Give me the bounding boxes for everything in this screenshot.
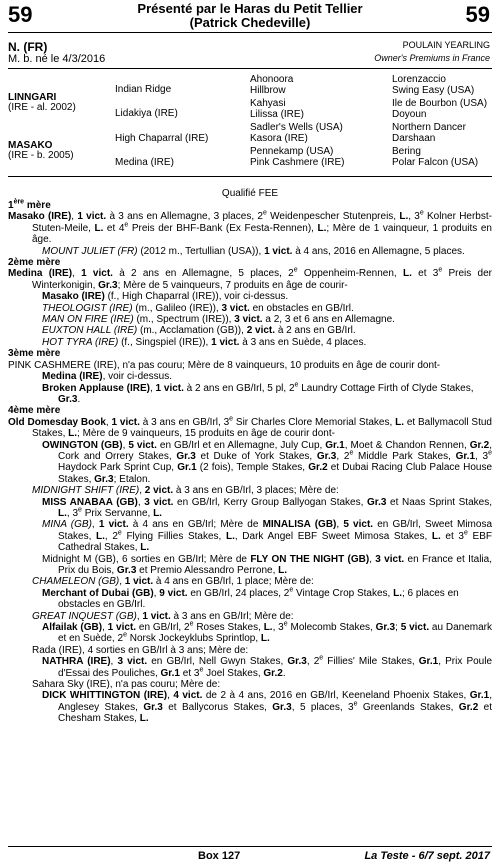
- fourth-dam-produce-6a: DICK WHITTINGTON (IRE), 4 vict. de 2 à 4 ans, 2016 en GB/Irl, Keeneland Phoenix Stakes, Gr.1, Anglesey Stakes, Gr.3 et Ballycorus Stakes, Gr.3, 5 places, 3e Greenlands Stakes, Gr.2 et Chesham Stakes, L.: [42, 690, 493, 725]
- second-dam-produce-2: THEOLOGIST (IRE) (m., Galileo (IRE)), 3 vict. en obstacles en GB/Irl.: [42, 302, 354, 314]
- pedigree-gen3b-3: Ile de Bourbon (USA): [392, 98, 488, 109]
- pedigree-dam: MASAKO: [8, 140, 53, 151]
- horse-category: POULAIN YEARLING: [402, 40, 490, 50]
- pedigree-gen2-2: Lidakiya (IRE): [115, 108, 178, 119]
- first-dam-produce-1: MOUNT JULIET (FR) (2012 m., Tertullian (USA)), 1 vict. à 4 ans, 2016 en Allemagne, 5 places.: [42, 245, 465, 257]
- section-first-dam: 1ère mère: [8, 198, 51, 211]
- fourth-dam-produce-2b: MINA (GB), 1 vict. à 4 ans en GB/Irl; Mère de MINALISA (GB), 5 vict. en GB/Irl, Sweet Mimosa Stakes, L., 2e Flying Fillies Stakes, L., Dark Angel EBF Sweet Mimosa Stakes, L. et 3e EBF Cathedral Stakes, L.: [42, 519, 493, 554]
- third-dam-produce-1: Medina (IRE), voir ci-dessus.: [42, 371, 173, 383]
- lot-number-left: 59: [8, 2, 33, 27]
- horse-info: M. b. né le 4/3/2016: [8, 53, 106, 65]
- pedigree-gen3b-6: Darshaan: [392, 133, 436, 144]
- pedigree-gen3a-8: Pink Cashmere (IRE): [250, 157, 345, 168]
- pedigree-top-rule: [8, 68, 492, 69]
- consignor-header: [0, 2, 500, 30]
- fourth-dam-record: Old Domesday Book, 1 vict. à 3 ans en GB/Irl, 3e Sir Charles Clore Memorial Stakes, L. et Ballymacoll Stud Stakes, L.; Mère de 9 vainqueurs, 15 produits en âge de courir dont-: [8, 415, 492, 440]
- pedigree-gen2-1: Indian Ridge: [115, 84, 172, 95]
- pedigree-gen3a-5: Sadler's Wells (USA): [250, 122, 343, 133]
- fourth-dam-produce-2: MIDNIGHT SHIFT (IRE), 2 vict. à 3 ans en GB/Irl, 3 places; Mère de:: [32, 485, 339, 497]
- first-dam-record: Masako (IRE), 1 vict. à 3 ans en Allemagne, 3 places, 2e Weidenpescher Stutenpreis, L., 3e Kolner Herbst-Stuten-Meile, L. et 4e Preis der BHF-Bank (Ex Festa-Rennen), L.; Mère de 1 vainqueur, 1 produits en âge.: [8, 210, 492, 246]
- pedigree-gen3b-7: Bering: [392, 146, 421, 157]
- consignor-line1: Présenté par le Haras du Petit Tellier: [137, 1, 363, 16]
- consignor-line2: (Patrick Chedeville): [189, 15, 311, 30]
- lot-number-right: 59: [465, 2, 490, 27]
- third-dam-record: PINK CASHMERE (IRE), n'a pas couru; Mère de 8 vainqueurs, 10 produits en âge de courir dont-: [8, 359, 441, 371]
- pedigree-sire-info: (IRE - al. 2002): [8, 102, 76, 113]
- second-dam-record: Medina (IRE), 1 vict. à 2 ans en Allemagne, 5 places, 2e Oppenheim-Rennen, L. et 3e Preis der Winterkonigin, Gr.3; Mère de 5 vainqueurs, 7 produits en âge de courir-: [8, 267, 492, 291]
- fourth-dam-produce-1: OWINGTON (GB), 5 vict. en GB/Irl et en Allemagne, July Cup, Gr.1, Moet & Chandon Rennen, Gr.2, Cork and Orrery Stakes, Gr.3 et Duke of York Stakes, Gr.3, 2e Middle Park Stakes, Gr.1, 3e Haydock Park Sprint Cup, Gr.1 (2 fois), Temple Stakes, Gr.2 et Dubai Racing Club Palace House Stakes, Gr.3; Etalon.: [42, 439, 493, 485]
- box-number: Box 127: [198, 850, 241, 862]
- qualification-note: Qualifié FEE: [221, 188, 279, 199]
- fourth-dam-produce-4a: Alfailak (GB), 1 vict. en GB/Irl, 2e Roses Stakes, L., 3e Molecomb Stakes, Gr.3; 5 vict. au Danemark et en Suède, 2e Norsk Jockeyklubs Sprintlop, L.: [42, 620, 493, 645]
- fourth-dam-produce-3: CHAMELEON (GB), 1 vict. à 4 ans en GB/Irl, 1 place; Mère de:: [32, 576, 314, 588]
- header-rule: [8, 32, 492, 33]
- footer-rule: [8, 846, 492, 847]
- second-dam-produce-3: MAN ON FIRE (IRE) (m., Spectrum (IRE)), 3 vict. a 2, 3 et 6 ans en Allemagne.: [42, 314, 395, 326]
- pedigree-gen3a-2: Hillbrow: [250, 85, 286, 96]
- pedigree-gen3b-8: Polar Falcon (USA): [392, 157, 479, 168]
- owner-premium: Owner's Premiums in France: [374, 53, 490, 63]
- pedigree-dam-info: (IRE - b. 2005): [8, 150, 74, 161]
- pedigree-gen2-3: High Chaparral (IRE): [115, 133, 209, 144]
- family-notes: [8, 200, 492, 725]
- third-dam-produce-2: Broken Applause (IRE), 1 vict. à 2 ans en GB/Irl, 5 pl, 2e Laundry Cottage Firth of Clyde Stakes, Gr.3.: [42, 381, 474, 405]
- horse-name: N. (FR): [8, 40, 48, 54]
- pedigree-sire: LINNGARI: [8, 92, 57, 103]
- section-third-dam: 3ème mère: [8, 348, 61, 360]
- pedigree-gen3a-6: Kasora (IRE): [250, 133, 308, 144]
- fourth-dam-produce-5: Rada (IRE), 4 sorties en GB/Irl à 3 ans; Mère de:: [32, 644, 249, 656]
- fourth-dam-produce-2c: Midnight M (GB), 6 sorties en GB/Irl; Mère de FLY ON THE NIGHT (GB), 3 vict. en France et Italia, Prix du Bois, Gr.3 et Premio Alessandro Perrone, L.: [42, 553, 492, 576]
- fourth-dam-produce-4: GREAT INQUEST (GB), 1 vict. à 3 ans en GB/Irl; Mère de:: [32, 610, 294, 622]
- fourth-dam-produce-2a: MISS ANABAA (GB), 3 vict. en GB/Irl, Kerry Group Ballyogan Stakes, Gr.3 et Naas Sprint Stakes, L., 3e Prix Servanne, L.: [42, 496, 492, 519]
- pedigree-gen3b-2: Swing Easy (USA): [392, 85, 475, 96]
- pedigree-gen3a-4: Lilissa (IRE): [250, 109, 304, 120]
- fourth-dam-produce-6: Sahara Sky (IRE), n'a pas couru; Mère de:: [32, 679, 221, 691]
- second-dam-produce-1: Masako (IRE) (f., High Chaparral (IRE)), voir ci-dessus.: [42, 291, 289, 303]
- pedigree-gen3a-3: Kahyasi: [250, 98, 286, 109]
- section-second-dam: 2ème mère: [8, 257, 61, 269]
- fourth-dam-produce-3a: Merchant of Dubai (GB), 9 vict. en GB/Irl, 24 places, 2e Vintage Crop Stakes, L.; 6 places en obstacles en GB/Irl.: [42, 586, 459, 611]
- pedigree-gen3b-1: Lorenzaccio: [392, 74, 446, 85]
- fourth-dam-produce-5a: NATHRA (IRE), 3 vict. en GB/Irl, Nell Gwyn Stakes, Gr.3, 2e Fillies' Mile Stakes, Gr.1, Prix Poule d'Essai des Pouliches, Gr.1 et 3e Joel Stakes, Gr.2.: [42, 654, 493, 679]
- pedigree-gen3b-4: Doyoun: [392, 109, 427, 120]
- pedigree-bottom-rule: [8, 176, 492, 177]
- sale-venue-date: La Teste - 6/7 sept. 2017: [364, 850, 490, 862]
- second-dam-produce-5: HOT TYRA (IRE) (f., Singspiel (IRE)), 1 vict. à 3 ans en Suède, 4 places.: [42, 336, 367, 348]
- second-dam-produce-4: EUXTON HALL (IRE) (m., Acclamation (GB)), 2 vict. à 2 ans en GB/Irl.: [42, 325, 356, 337]
- pedigree-gen3a-7: Pennekamp (USA): [250, 146, 334, 157]
- pedigree-gen2-4: Medina (IRE): [115, 157, 174, 168]
- section-fourth-dam: 4ème mère: [8, 405, 61, 417]
- pedigree-gen3b-5: Northern Dancer: [392, 122, 466, 133]
- pedigree-gen3a-1: Ahonoora: [250, 74, 294, 85]
